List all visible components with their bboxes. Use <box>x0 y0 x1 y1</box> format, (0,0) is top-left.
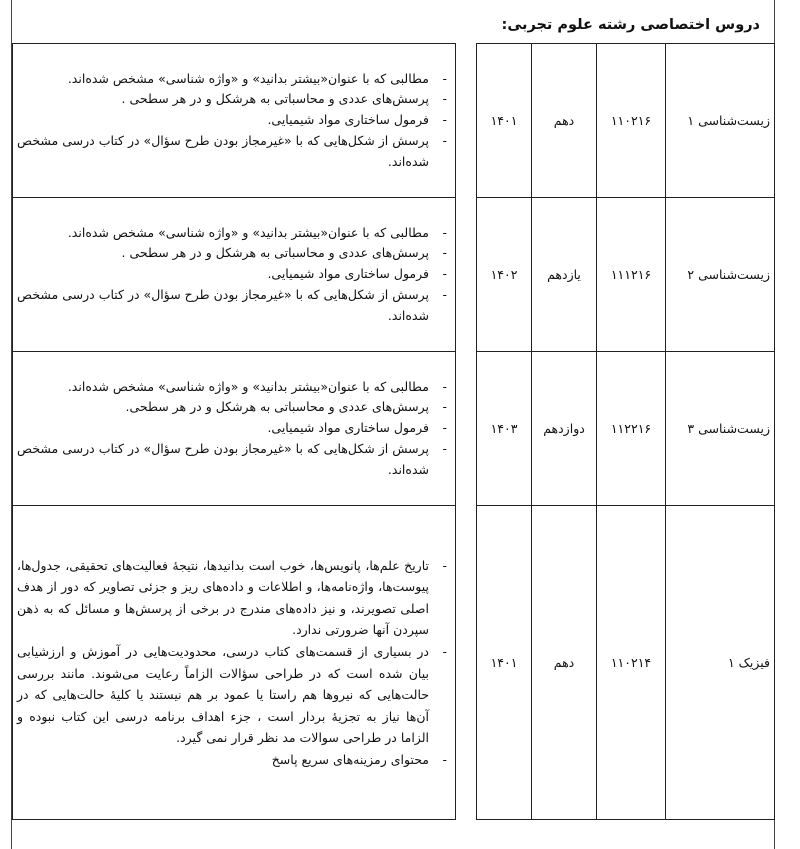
note-item: - پرسش‌های عددی و محاسباتی به هرشکل و در هر سطحی. <box>17 397 451 418</box>
course-name: فیزیک ۱ <box>666 506 775 820</box>
course-notes <box>13 198 456 352</box>
course-code: ۱۱۰۲۱۶ <box>597 44 666 198</box>
note-item: - پرسش‌های عددی و محاسباتی به هرشکل و در هر سطحی . <box>17 243 451 264</box>
course-notes <box>13 352 456 506</box>
course-name: زیست‌شناسی ۱ <box>666 44 775 198</box>
notes-list <box>17 69 451 173</box>
table-row <box>13 506 775 820</box>
course-grade: دهم <box>532 506 597 820</box>
note-item: - پرسش از شکل‌هایی که با «غیرمجاز بودن طرح سؤال» در کتاب درسی مشخص شده‌اند. <box>17 131 451 173</box>
courses-table <box>12 43 775 820</box>
note-item: - تاریخ علم‌ها، پانویس‌ها، خوب است بدانیدها، نتیجهٔ فعالیت‌های تحقیقی، جدول‌ها، پیوست‌ها، واژه‌نامه‌ها، و اطلاعات و داده‌های ریز و جزئی تصاویر که دور از هدف اصلی تصویرند، و نیز داده‌های مندرج در برخی از پرسش‌ها و مسائل که به ذهن سپردن آنها ضرورتی ندارد. <box>17 555 451 641</box>
course-year: ۱۴۰۱ <box>477 44 532 198</box>
course-name: زیست‌شناسی ۲ <box>666 198 775 352</box>
course-grade: یازدهم <box>532 198 597 352</box>
note-item: - پرسش از شکل‌هایی که با «غیرمجاز بودن طرح سؤال» در کتاب درسی مشخص شده‌اند. <box>17 285 451 327</box>
course-grade: دهم <box>532 44 597 198</box>
course-code: ۱۱۱۲۱۶ <box>597 198 666 352</box>
note-item: - فرمول ساختاری مواد شیمیایی. <box>17 418 451 439</box>
note-item: - در بسیاری از قسمت‌های کتاب درسی، محدودیت‌هایی در آموزش و ارزشیابی بیان شده است که در طراحی سؤالات الزاماً رعایت می‌شوند. مانند بررسی حالت‌هایی که نیروها هم راستا یا عمود بر هم نیستند یا کلیهٔ حالت‌هایی که در آن‌ها نیاز به تجزیهٔ بردار است ، جزء اهداف برنامه درسی این کتاب نبوده و الزاما در طراحی سوالات مد نظر قرار نمی گیرد. <box>17 641 451 749</box>
table-row <box>13 44 775 198</box>
course-code: ۱۱۲۲۱۶ <box>597 352 666 506</box>
notes-list <box>17 377 451 481</box>
document-page <box>11 0 775 849</box>
column-gap <box>456 44 477 198</box>
course-year: ۱۴۰۱ <box>477 506 532 820</box>
note-item: - مطالبی که با عنوان«بیشتر بدانید» و «واژه شناسی» مشخص شده‌اند. <box>17 223 451 244</box>
note-item: - فرمول ساختاری مواد شیمیایی. <box>17 110 451 131</box>
course-notes <box>13 44 456 198</box>
note-item: - محتوای رمزینه‌های سریع پاسخ <box>17 749 451 771</box>
note-item: - مطالبی که با عنوان«بیشتر بدانید» و «واژه شناسی» مشخص شده‌اند. <box>17 377 451 398</box>
course-name: زیست‌شناسی ۳ <box>666 352 775 506</box>
course-year: ۱۴۰۳ <box>477 352 532 506</box>
section-title: دروس اختصاصی رشته علوم تجربی: <box>501 17 760 33</box>
course-code: ۱۱۰۲۱۴ <box>597 506 666 820</box>
course-notes <box>13 506 456 820</box>
note-item: - پرسش‌های عددی و محاسباتی به هرشکل و در هر سطحی . <box>17 89 451 110</box>
notes-list <box>17 223 451 327</box>
course-grade: دوازدهم <box>532 352 597 506</box>
note-item: - مطالبی که با عنوان«بیشتر بدانید» و «واژه شناسی» مشخص شده‌اند. <box>17 69 451 90</box>
table-row <box>13 352 775 506</box>
note-item: - فرمول ساختاری مواد شیمیایی. <box>17 264 451 285</box>
notes-list <box>17 555 451 771</box>
column-gap <box>456 352 477 506</box>
table-row <box>13 198 775 352</box>
column-gap <box>456 198 477 352</box>
column-gap <box>456 506 477 820</box>
note-item: - پرسش از شکل‌هایی که با «غیرمجاز بودن طرح سؤال» در کتاب درسی مشخص شده‌اند. <box>17 439 451 481</box>
course-year: ۱۴۰۲ <box>477 198 532 352</box>
